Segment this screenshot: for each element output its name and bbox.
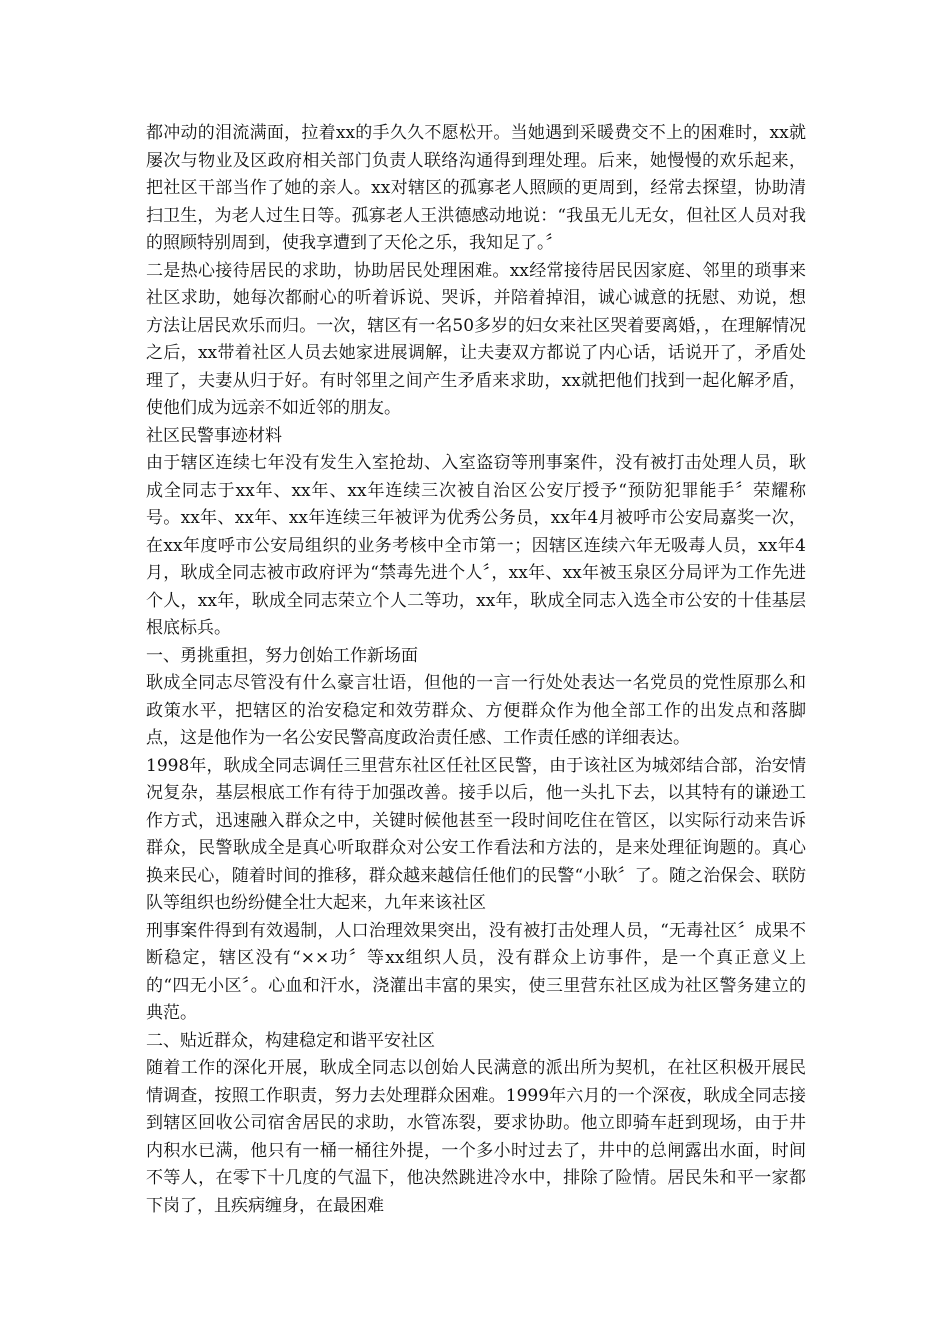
para-resident-help: 二是热心接待居民的求助，协助居民处理困难。xx经常接待居民因家庭、邻里的琐事来社区求助，她每次都耐心的听着诉说、哭诉，并陪着掉泪，诚心诚意的抚慰、劝说，想方法让居民欢乐而归。一次，辖区有一名50多岁的妇女来社区哭着要离婚，，在理解情况之后，xx带着社区人员去她家进展调解，让夫妻双方都说了内心话，话说开了，矛盾处理了，夫妻从归于好。有时邻里之间产生矛盾来求助，xx就把他们找到一起化解矛盾，使他们成为远亲不如近邻的朋友。 (146, 260, 806, 418)
para-1999: 随着工作的深化开展，耿成全同志以创始人民满意的派出所为契机，在社区积极开展民情调查，按照工作职责，努力去处理群众困难。1999年六月的一个深夜，耿成全同志接到辖区回收公司宿舍居民的求助，水管冻裂，要求协助。他立即骑车赶到现场，由于井内积水已满，他只有一桶一桶往外提，一个多小时过去了，井中的总闸露出水面，时间不等人，在零下十几度的气温下，他决然跳进冷水中，排除了险情。居民朱和平一家都下岗了，且疾病缠身，在最困难 (146, 1058, 806, 1216)
section-title-police: 社区民警事迹材料 (146, 425, 282, 446)
para-honors: 由于辖区连续七年没有发生入室抢劫、入室盗窃等刑事案件，没有被打击处理人员，耿成全同志于xx年、xx年、xx年连续三次被自治区公安厅授予“预防犯罪能手〞荣耀称号。xx年、xx年、xx年连续三年被评为优秀公务员，xx年4月被呼市公安局嘉奖一次，在xx年度呼市公安局组织的业务考核中全市第一；因辖区连续六年无吸毒人员，xx年4月，耿成全同志被市政府评为“禁毒先进个人〞，xx年、xx年被玉泉区分局评为工作先进个人，xx年，耿成全同志荣立个人二等功，xx年，耿成全同志入选全市公安的十佳基层根底标兵。 (146, 453, 806, 638)
para-elderly-care: 都冲动的泪流满面，拉着xx的手久久不愿松开。当她遇到采暖费交不上的困难时，xx就屡次与物业及区政府相关部门负责人联络沟通得到理处理。后来，她慢慢的欢乐起来，把社区干部当作了她的亲人。xx对辖区的孤寡老人照顾的更周到，经常去探望，协助清扫卫生，为老人过生日等。孤寡老人王洪德感动地说：“我虽无儿无女，但社区人员对我的照顾特别周到，使我享遭到了天伦之乐，我知足了。〞 (146, 123, 806, 253)
para-1998: 1998年，耿成全同志调任三里营东社区任社区民警，由于该社区为城郊结合部，治安情况复杂，基层根底工作有待于加强改善。接手以后，他一头扎下去，以其特有的谦逊工作方式，迅速融入群众之中，关键时候他甚至一段时间吃住在管区，以实际行动来告诉群众，民警耿成全是真心听取群众对公安工作看法和方法的，是来处理征询题的。真心换来民心，随着时间的推移，群众越来越信任他们的民警“小耿〞了。随之治保会、联防队等组织也纷纷健全壮大起来，九年来该社区 (146, 755, 806, 913)
subheading-1: 一、勇挑重担，努力创始工作新场面 (146, 645, 418, 666)
subheading-2: 二、贴近群众，构建稳定和谐平安社区 (146, 1030, 435, 1051)
para-results: 刑事案件得到有效遏制，人口治理效果突出，没有被打击处理人员，“无毒社区〞成果不断稳定，辖区没有“××功〞等xx组织人员，没有群众上访事件，是一个真正意义上的“四无小区〞。心血和汗水，浇灌出丰富的果实，使三里营东社区成为社区警务建立的典范。 (146, 920, 806, 1023)
document-page (146, 120, 806, 1220)
para-party-spirit: 耿成全同志尽管没有什么豪言壮语，但他的一言一行处处表达一名党员的党性原那么和政策水平，把辖区的治安稳定和效劳群众、方便群众作为他全部工作的出发点和落脚点，这是他作为一名公安民警高度政治责任感、工作责任感的详细表达。 (146, 673, 806, 748)
